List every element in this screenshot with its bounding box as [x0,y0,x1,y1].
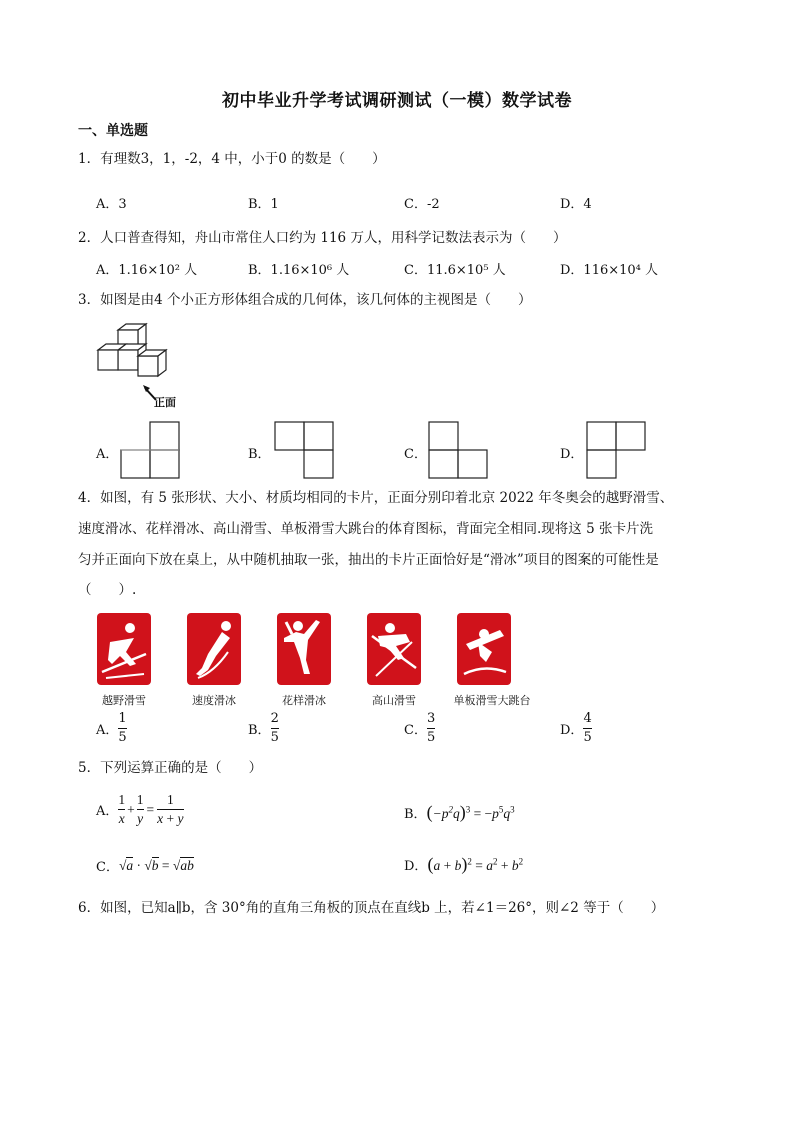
page-title: 初中毕业升学考试调研测试（一模）数学试卷 [222,91,572,111]
card-label-speed-skating: 速度滑冰 [192,694,236,707]
front-view-label: 正面 [154,396,176,409]
cube-solid-figure [92,322,192,412]
option-letter: D． [404,859,428,874]
question-2-option-b: B．1.16×10⁶ 人 [248,263,350,278]
question-1-option-b: B．1 [248,197,279,212]
figure-skating-icon [276,612,332,686]
fraction-1-over-x: $\frac{1}{x}$ [118,792,126,826]
question-2-option-d: D．116×10⁴ 人 [560,263,659,278]
question-4-option-c [404,712,435,745]
question-1-stem: 1．有理数3，1，-2，4 中，小于0 的数是（ ） [78,151,386,167]
alpine-skiing-icon [366,612,422,686]
numerator: 2 [270,711,279,726]
question-4-stem-line-1: 4．如图，有 5 张形状、大小、材质均相同的卡片，正面分别印着北京 2022 年冬奥会的越野滑雪、 [78,490,674,506]
fraction [583,712,591,745]
question-1-option-c: C．-2 [404,197,440,212]
fraction [271,712,279,745]
numerator: 4 [583,711,592,726]
fraction-1-over-x-plus-y: $\frac{1}{x + y}$ [157,792,184,826]
denominator: 5 [426,730,436,745]
card-label-figure-skating: 花样滑冰 [282,694,326,707]
question-4-stem-line-3: 匀并正面向下放在桌上，从中随机抽取一张，抽出的卡片正面恰好是“滑冰”项目的图案的可能性是 [78,552,659,568]
option-letter: B． [404,807,427,822]
question-2-option-c: C．11.6×10⁵ 人 [404,263,506,278]
numerator: 3 [426,711,436,726]
question-2-stem: 2．人口普查得知，舟山市常住人口约为 116 万人，用科学记数法表示为（ ） [78,230,567,246]
cross-country-skiing-icon [96,612,152,686]
question-3-stem: 3．如图是由4 个小正方形体组合成的几何体，该几何体的主视图是（ ） [78,292,532,308]
fraction [427,712,435,745]
section-heading: 一、单选题 [78,123,148,139]
expression-b: $(-p^2q)^3 = -p^5q^3$ [426,802,515,822]
question-4-option-b [248,712,279,745]
question-3-option-d-letter: D． [560,447,584,462]
question-5-option-c [96,856,194,875]
card-label-cross-country-skiing: 越野滑雪 [102,694,146,707]
option-letter: C． [404,723,427,738]
fraction-1-over-y: $\frac{1}{y}$ [136,792,144,826]
expression-d: $(a + b)^2 = a^2 + b^2$ [427,854,524,874]
question-1-option-a: A．3 [96,197,127,212]
numerator: 1 [118,711,127,726]
question-6-stem: 6．如图，已知a∥b，含 30°角的直角三角板的顶点在直线b 上，若∠1＝26°，则∠2 等于（ ） [78,900,665,916]
card-label-alpine-skiing: 高山滑雪 [372,694,416,707]
question-5-option-d [404,854,523,875]
fraction [118,712,126,745]
question-1-option-d: D．4 [560,197,592,212]
question-5-option-b [404,802,515,823]
question-3-option-b-letter: B． [248,447,271,462]
question-3-option-a-letter: A． [96,447,119,462]
denominator: 5 [583,730,592,745]
question-4-option-d [560,712,592,745]
option-letter: B． [248,723,271,738]
question-4-stem-line-2: 速度滑冰、花样滑冰、高山滑雪、单板滑雪大跳台的体育图标，背面完全相同.现将这 5 张卡片洗 [78,521,653,537]
question-3-option-c-figure [428,421,490,481]
question-3-option-d-figure [586,421,648,481]
question-4-stem-line-4: （ ）. [78,582,137,598]
question-5-stem: 5．下列运算正确的是（ ） [78,760,263,776]
option-letter: A． [96,804,119,819]
option-letter: C． [96,860,119,875]
question-3-option-c-letter: C． [404,447,427,462]
question-2-option-a: A．1.16×10² 人 [96,263,198,278]
option-letter: D． [560,723,584,738]
question-3-option-b-figure [274,421,336,481]
denominator: 5 [118,730,127,745]
denominator: 5 [270,730,279,745]
speed-skating-icon [186,612,242,686]
question-5-option-a: A． $\frac{1}{x}$ + $\frac{1}{y}$ = $\frac{1}{x + y}$ [96,792,184,826]
card-label-snowboard-big-air: 单板滑雪大跳台 [453,694,531,707]
snowboard-big-air-icon [456,612,512,686]
question-3-option-a-figure [120,421,182,481]
option-letter: A． [96,723,119,738]
question-4-option-a [96,712,127,745]
expression-c: √a · √b = √ab [118,857,194,873]
